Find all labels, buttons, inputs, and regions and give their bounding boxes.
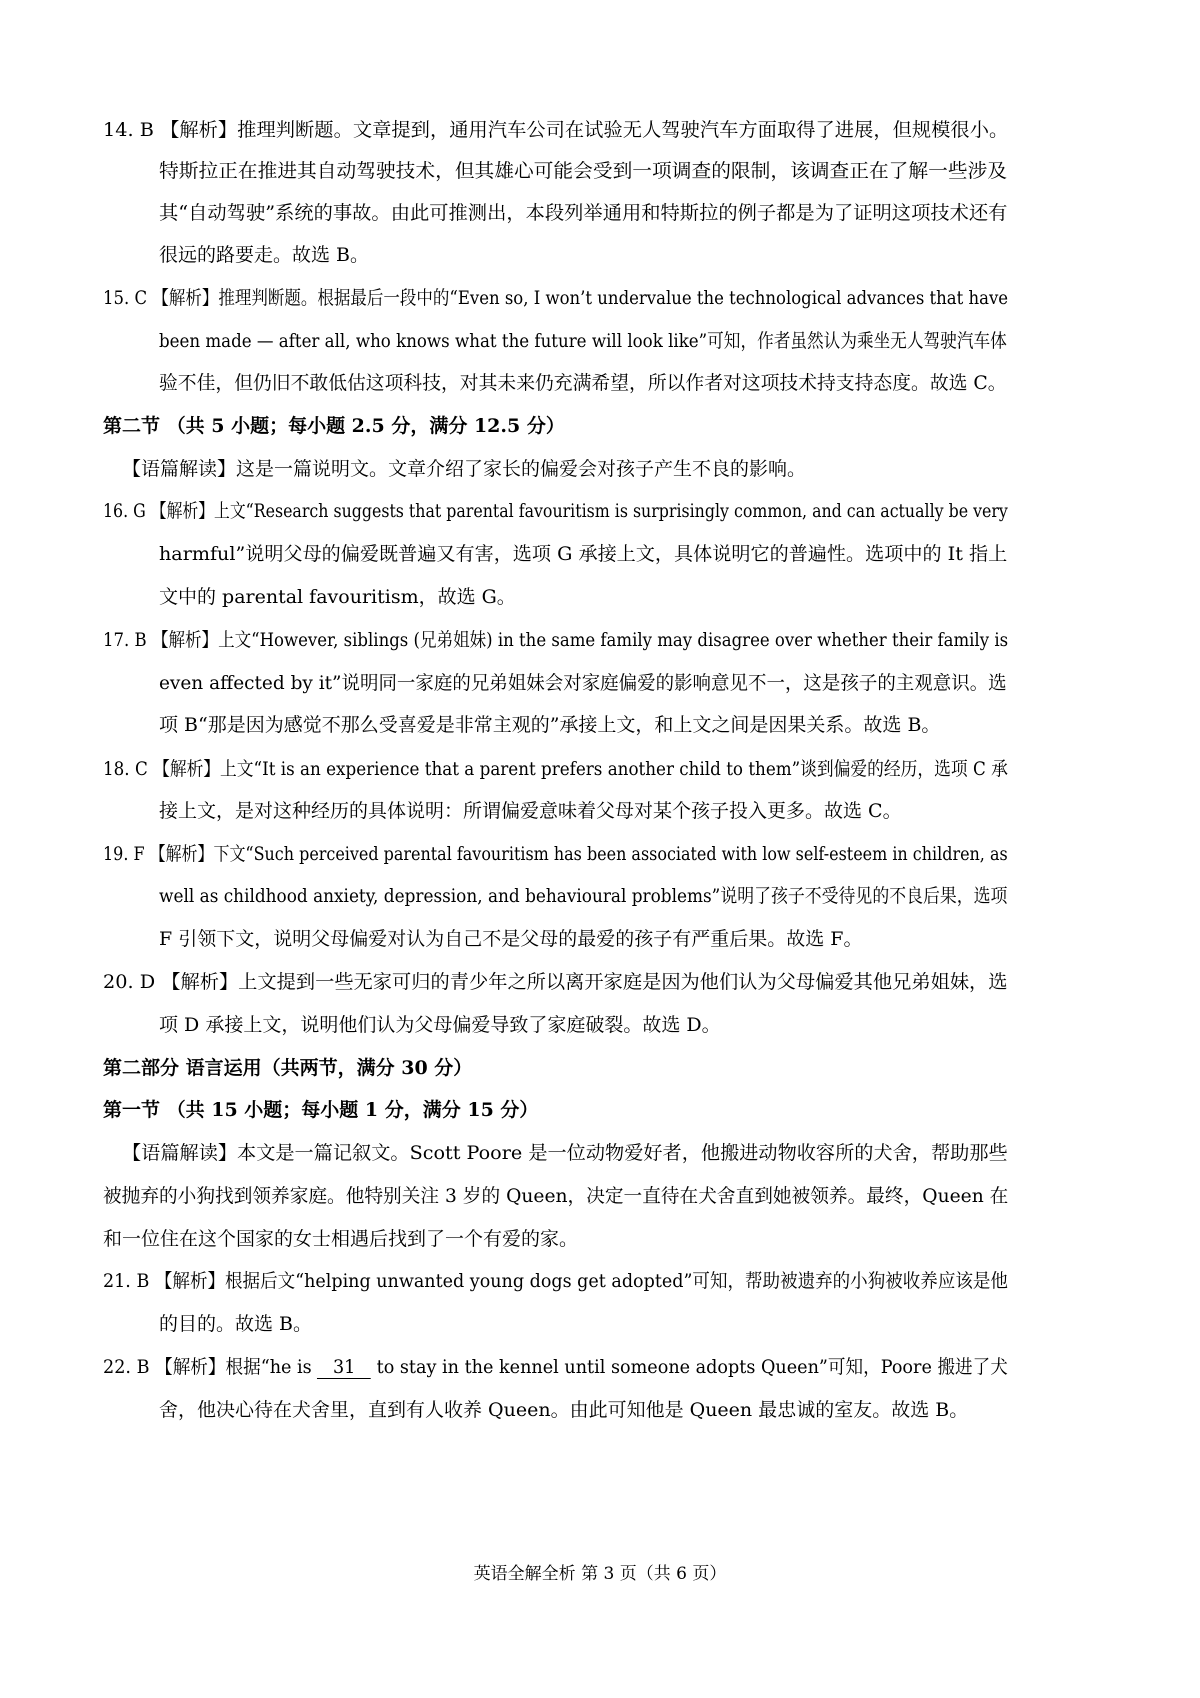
line: 舍，他决心待在犬舍里，直到有人收养 Queen。由此可知他是 Queen 最忠诚的室友。故选 B。 [159,1399,969,1421]
line: even affected by it”说明同一家庭的兄弟姐妹会对家庭偏爱的影响意见不一，这是孩子的主观意识。选 [159,672,1007,694]
line: 项 D 承接上文，说明他们认为父母偏爱导致了家庭破裂。故选 D。 [159,1014,721,1036]
line: 很远的路要走。故选 B。 [159,244,370,266]
line-text: 22. B 【解析】根据“he is [103,1356,318,1378]
line: 21. B 【解析】根据后文“helping unwanted young dogs get adopted”可知，帮助被遗弃的小狗被收养应该是他 [103,1270,1008,1292]
page-footer: 英语全解全析 第 3 页（共 6 页） [473,1564,727,1584]
line: 特斯拉正在推进其自动驾驶技术，但其雄心可能会受到一项调查的限制，该调查正在了解一些涉及 [159,160,1008,182]
line: been made — after all, who knows what the future will look like”可知，作者虽然认为乘坐无人驾驶汽车体 [159,330,1007,352]
line: 18. C 【解析】上文“It is an experience that a parent prefers another child to them”谈到偏爱的经历，选项 C 承 [103,758,1008,780]
line: 项 B“那是因为感觉不那么受喜爱是非常主观的”承接上文，和上文之间是因果关系。故选 B。 [159,714,941,736]
section-heading: 第二节 （共 5 小题；每小题 2.5 分，满分 12.5 分） [103,415,565,437]
answer-blank: 31 [317,1356,371,1379]
part-heading: 第二部分 语言运用（共两节，满分 30 分） [103,1057,473,1079]
line: 19. F 【解析】下文“Such perceived parental favouritism has been associated with low self-esteem in children, as [103,843,1008,865]
line: 和一位住在这个国家的女士相遇后找到了一个有爱的家。 [103,1228,579,1250]
line: 验不佳，但仍旧不敢低估这项科技，对其未来仍充满希望，所以作者对这项技术持支持态度。故选 C。 [159,372,1007,394]
line: 14. B 【解析】推理判断题。文章提到，通用汽车公司在试验无人驾驶汽车方面取得了进展，但规模很小。 [103,119,1009,141]
line: 被抛弃的小狗找到领养家庭。他特别关注 3 岁的 Queen，决定一直待在犬舍直到她被领养。最终，Queen 在 [103,1185,1009,1207]
line: 20. D 【解析】上文提到一些无家可归的青少年之所以离开家庭是因为他们认为父母偏爱其他兄弟姐妹，选 [103,971,1008,993]
line-with-blank [103,1354,1008,1380]
passage-summary: 【语篇解读】这是一篇说明文。文章介绍了家长的偏爱会对孩子产生不良的影响。 [122,458,807,480]
line: 15. C 【解析】推理判断题。根据最后一段中的“Even so, I won’t undervalue the technological advances that have [103,287,1009,309]
line: 16. G 【解析】上文“Research suggests that parental favouritism is surprisingly common, and can actually be very [103,500,1008,522]
line: 17. B 【解析】上文“However, siblings (兄弟姐妹) in the same family may disagree over whether their family is [103,629,1009,651]
line: 文中的 parental favouritism，故选 G。 [159,586,516,608]
line: well as childhood anxiety, depression, and behavioural problems”说明了孩子不受待见的不良后果，选项 [159,885,1008,907]
line: harmful”说明父母的偏爱既普遍又有害，选项 G 承接上文，具体说明它的普遍性。选项中的 It 指上 [159,543,1008,565]
line: 其“自动驾驶”系统的事故。由此可推测出，本段列举通用和特斯拉的例子都是为了证明这项技术还有 [159,202,1008,224]
line: 的目的。故选 B。 [159,1313,313,1335]
line: 接上文，是对这种经历的具体说明：所谓偏爱意味着父母对某个孩子投入更多。故选 C。 [159,800,902,822]
line: F 引领下文，说明父母偏爱对认为自己不是父母的最爱的孩子有严重后果。故选 F。 [159,928,863,950]
section-heading: 第一节 （共 15 小题；每小题 1 分，满分 15 分） [103,1099,539,1121]
line-text: to stay in the kennel until someone adopts Queen”可知，Poore 搬进了犬 [371,1356,1008,1378]
passage-summary: 【语篇解读】本文是一篇记叙文。Scott Poore 是一位动物爱好者，他搬进动物收容所的犬舍，帮助那些 [122,1142,1008,1164]
